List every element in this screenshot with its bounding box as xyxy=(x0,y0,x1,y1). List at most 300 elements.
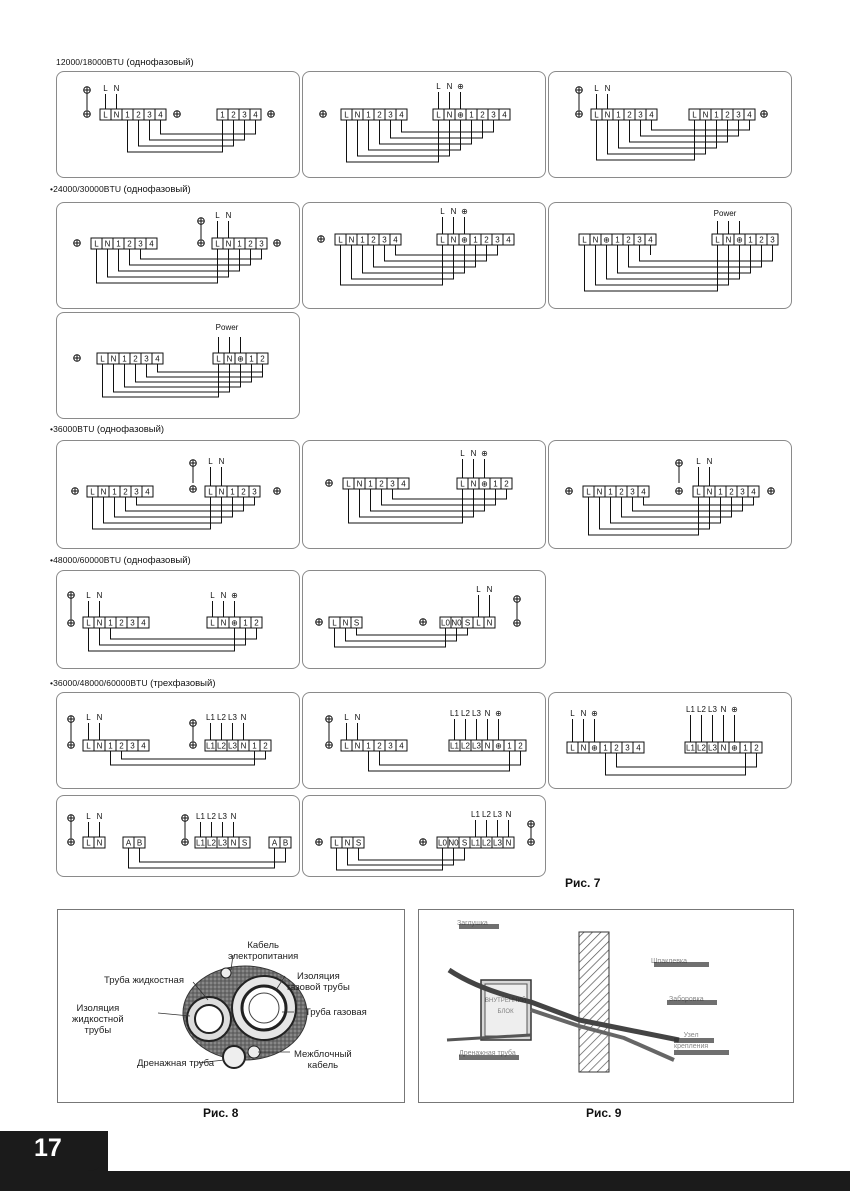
terminal-label: N xyxy=(470,479,477,489)
wiring-diagram xyxy=(57,693,299,788)
wiring-diagram xyxy=(549,441,791,548)
terminal-label: 3 xyxy=(388,110,393,120)
wire-label: L xyxy=(344,713,349,722)
wire-label: N xyxy=(225,211,232,220)
wire-label: L xyxy=(440,207,445,216)
wire-label: Power xyxy=(215,323,239,332)
wire-label: L1 xyxy=(471,810,480,819)
terminal-label: N xyxy=(486,618,493,628)
terminal-label: L2 xyxy=(217,741,226,751)
terminal-label: L xyxy=(86,838,91,848)
terminal-label: S xyxy=(241,838,248,848)
terminal-label: S xyxy=(464,618,471,628)
terminal-label: L xyxy=(210,618,215,628)
panel-6-3 xyxy=(548,692,792,789)
wiring-diagram xyxy=(57,796,299,876)
wire-label: L xyxy=(215,211,220,220)
wire-label: L2 xyxy=(207,812,216,821)
terminal-label: L xyxy=(594,110,599,120)
terminal-label: 1 xyxy=(108,618,113,628)
terminal-label: N xyxy=(484,741,491,751)
wiring-diagram xyxy=(303,203,545,308)
terminal-label: 2 xyxy=(254,618,259,628)
terminal-label: L xyxy=(332,618,337,628)
terminal-label: N xyxy=(702,110,709,120)
terminal-label: N xyxy=(110,354,117,364)
wire-label: L3 xyxy=(708,705,717,714)
terminal-label: 4 xyxy=(158,110,163,120)
panel-2-3 xyxy=(548,202,792,309)
terminal-label: L2 xyxy=(461,741,470,751)
terminal-label: 4 xyxy=(141,741,146,751)
terminal-label: 2 xyxy=(377,741,382,751)
terminal-label: N xyxy=(592,235,599,245)
terminal-label: B xyxy=(136,838,143,848)
terminal-label: N xyxy=(354,741,361,751)
panel-1-1 xyxy=(56,71,300,178)
terminal-label: 3 xyxy=(638,110,643,120)
terminal-label: 2 xyxy=(127,239,132,249)
terminal-label: L xyxy=(103,110,108,120)
wire-label: ⊕ xyxy=(481,449,488,458)
terminal-label: 1 xyxy=(616,110,621,120)
wire-label: N xyxy=(450,207,457,216)
terminal-label: L xyxy=(334,838,339,848)
terminal-label: 1 xyxy=(473,235,478,245)
terminal-label: ⊕ xyxy=(231,618,238,628)
terminal-label: L xyxy=(86,618,91,628)
wall-pass-through-illustration xyxy=(419,910,793,1102)
wire-label: N xyxy=(354,713,361,722)
terminal-label: 2 xyxy=(133,354,138,364)
terminal-label: 4 xyxy=(141,618,146,628)
terminal-label: N xyxy=(580,743,587,753)
terminal-label: 3 xyxy=(134,487,139,497)
terminal-label: 4 xyxy=(399,110,404,120)
terminal-label: 2 xyxy=(248,239,253,249)
terminal-label: L1 xyxy=(450,741,459,751)
terminal-label: L xyxy=(570,743,575,753)
wire-label: N xyxy=(113,84,120,93)
terminal-label: L xyxy=(460,479,465,489)
terminal-label: 3 xyxy=(144,354,149,364)
terminal-label: 1 xyxy=(366,741,371,751)
terminal-label: 4 xyxy=(506,235,511,245)
terminal-label: N xyxy=(344,838,351,848)
terminal-label: ⊕ xyxy=(603,235,610,245)
panel-5-2 xyxy=(302,570,546,669)
terminal-label: B xyxy=(282,838,289,848)
terminal-label: 3 xyxy=(740,487,745,497)
terminal-label: N xyxy=(354,110,361,120)
wiring-diagram xyxy=(549,693,791,788)
terminal-label: 3 xyxy=(252,487,257,497)
terminal-label: N xyxy=(720,743,727,753)
terminal-label: 1 xyxy=(507,741,512,751)
terminal-label: 4 xyxy=(636,743,641,753)
terminal-label: L0 xyxy=(438,838,447,848)
terminal-label: 2 xyxy=(377,110,382,120)
terminal-label: ⊕ xyxy=(481,479,488,489)
terminal-label: N xyxy=(342,618,349,628)
wire-label: L2 xyxy=(461,709,470,718)
wire-label: N xyxy=(706,457,713,466)
wire-label: ⊕ xyxy=(461,207,468,216)
wire-label: L xyxy=(594,84,599,93)
terminal-label: 2 xyxy=(119,741,124,751)
terminal-label: L2 xyxy=(697,743,706,753)
wiring-diagram xyxy=(303,72,545,177)
label-power-cable: Кабель электропитания xyxy=(228,940,299,962)
terminal-label: 2 xyxy=(725,110,730,120)
terminal-label: 2 xyxy=(627,110,632,120)
terminal-label: L xyxy=(346,479,351,489)
terminal-label: L3 xyxy=(218,838,227,848)
terminal-label: A xyxy=(125,838,132,848)
terminal-label: L xyxy=(215,239,220,249)
panel-5-1 xyxy=(56,570,300,669)
terminal-label: N xyxy=(96,838,103,848)
wire-label: N xyxy=(604,84,611,93)
terminal-label: 2 xyxy=(614,743,619,753)
terminal-label: L xyxy=(216,354,221,364)
terminal-label: 2 xyxy=(480,110,485,120)
terminal-label: 1 xyxy=(220,110,225,120)
footer-gap xyxy=(108,1131,850,1171)
terminal-label: L xyxy=(344,741,349,751)
terminal-label: 4 xyxy=(751,487,756,497)
wire-label: L xyxy=(103,84,108,93)
wiring-diagram xyxy=(57,571,299,668)
terminal-label: 3 xyxy=(138,239,143,249)
terminal-label: L xyxy=(100,354,105,364)
terminal-label: L xyxy=(86,741,91,751)
terminal-label: 2 xyxy=(759,235,764,245)
terminal-label: 4 xyxy=(641,487,646,497)
wiring-diagram xyxy=(57,72,299,177)
terminal-label: 4 xyxy=(155,354,160,364)
terminal-label: 4 xyxy=(145,487,150,497)
terminal-label: N xyxy=(446,110,453,120)
terminal-label: 2 xyxy=(379,479,384,489)
terminal-label: S xyxy=(461,838,468,848)
wire-label: L3 xyxy=(493,810,502,819)
terminal-label: 4 xyxy=(149,239,154,249)
wire-label: N xyxy=(96,591,103,600)
wire-label: L xyxy=(208,457,213,466)
terminal-label: 3 xyxy=(495,235,500,245)
terminal-label: L xyxy=(696,487,701,497)
terminal-label: 2 xyxy=(119,618,124,628)
terminal-label: N xyxy=(218,487,225,497)
label-gas-pipe: Труба газовая xyxy=(305,1007,367,1018)
terminal-label: N xyxy=(348,235,355,245)
wire-label: L xyxy=(210,591,215,600)
terminal-label: 1 xyxy=(360,235,365,245)
wire-label: L xyxy=(86,591,91,600)
terminal-label: 4 xyxy=(253,110,258,120)
terminal-label: 1 xyxy=(366,110,371,120)
label-plug: Заглушка xyxy=(457,920,488,927)
terminal-label: 3 xyxy=(630,487,635,497)
terminal-label: L1 xyxy=(471,838,480,848)
section-title-12000-18000: 12000/18000BTU (однофазовый) xyxy=(56,57,194,68)
terminal-label: 3 xyxy=(242,110,247,120)
wiring-diagram xyxy=(549,72,791,177)
panel-4-3 xyxy=(548,440,792,549)
wire-label: ⊕ xyxy=(591,709,598,718)
wire-label: L xyxy=(86,713,91,722)
terminal-label: 2 xyxy=(729,487,734,497)
terminal-label: N xyxy=(604,110,611,120)
label-liquid-pipe: Труба жидкостная xyxy=(104,975,184,986)
label-drain: Дренажная труба xyxy=(459,1050,516,1057)
terminal-label: S xyxy=(355,838,362,848)
terminal-label: 2 xyxy=(504,479,509,489)
wire-label: N xyxy=(580,709,587,718)
panel-2-2 xyxy=(302,202,546,309)
terminal-label: N xyxy=(225,239,232,249)
terminal-label: 4 xyxy=(399,741,404,751)
wire-label: L xyxy=(86,812,91,821)
terminal-label: 1 xyxy=(116,239,121,249)
terminal-label: 1 xyxy=(608,487,613,497)
terminal-label: N xyxy=(230,838,237,848)
terminal-label: 3 xyxy=(390,479,395,489)
wire-label: N xyxy=(505,810,512,819)
terminal-label: ⊕ xyxy=(457,110,464,120)
terminal-label: L xyxy=(692,110,697,120)
terminal-label: 1 xyxy=(718,487,723,497)
wire-label: L xyxy=(436,82,441,91)
terminal-label: L xyxy=(582,235,587,245)
terminal-label: 1 xyxy=(603,743,608,753)
terminal-label: 1 xyxy=(493,479,498,489)
panel-3-1 xyxy=(56,312,300,419)
terminal-label: 3 xyxy=(259,239,264,249)
wire-label: N xyxy=(484,709,491,718)
terminal-label: L xyxy=(715,235,720,245)
label-interunit-cable: Межблочный кабель xyxy=(294,1049,352,1071)
terminal-label: A xyxy=(271,838,278,848)
terminal-label: 4 xyxy=(502,110,507,120)
terminal-label: 2 xyxy=(484,235,489,245)
figure-8-caption: Рис. 8 xyxy=(203,1106,239,1120)
terminal-label: L xyxy=(344,110,349,120)
wire-label: N xyxy=(220,591,227,600)
terminal-label: 1 xyxy=(714,110,719,120)
wire-label: N xyxy=(96,713,103,722)
terminal-label: N xyxy=(220,618,227,628)
wire-label: N xyxy=(230,812,237,821)
wire-label: N xyxy=(486,585,493,594)
terminal-label: 3 xyxy=(388,741,393,751)
terminal-label: L3 xyxy=(493,838,502,848)
wire-label: L3 xyxy=(472,709,481,718)
label-indoor-unit: ВНУТРЕННИЙ БЛОК xyxy=(485,998,527,1015)
wire-label: ⊕ xyxy=(495,709,502,718)
wiring-diagram xyxy=(303,571,545,668)
terminal-label: ⊕ xyxy=(731,743,738,753)
terminal-label: 1 xyxy=(112,487,117,497)
terminal-label: N xyxy=(96,618,103,628)
terminal-label: L1 xyxy=(196,838,205,848)
section-title-24000-30000: •24000/30000BTU (однофазовый) xyxy=(50,184,191,195)
section-title-48000-60000: •48000/60000BTU (однофазовый) xyxy=(50,555,191,566)
terminal-label: L3 xyxy=(708,743,717,753)
figure-7-caption: Рис. 7 xyxy=(565,876,601,890)
wire-label: L1 xyxy=(450,709,459,718)
wire-label: L xyxy=(570,709,575,718)
terminal-label: 1 xyxy=(743,743,748,753)
terminal-label: N xyxy=(505,838,512,848)
terminal-label: N xyxy=(725,235,732,245)
terminal-label: ⊕ xyxy=(495,741,502,751)
wiring-diagram xyxy=(303,693,545,788)
wire-label: ⊕ xyxy=(231,591,238,600)
wire-label: N xyxy=(446,82,453,91)
figure-9-box xyxy=(418,909,794,1103)
panel-1-3 xyxy=(548,71,792,178)
wire-label: L3 xyxy=(218,812,227,821)
terminal-label: 1 xyxy=(368,479,373,489)
terminal-label: 1 xyxy=(230,487,235,497)
terminal-label: N xyxy=(104,239,111,249)
label-gas-insulation: Изоляция газовой трубы xyxy=(287,971,350,993)
label-drain-pipe: Дренажная труба xyxy=(137,1058,215,1069)
terminal-label: L0 xyxy=(441,618,450,628)
terminal-label: N xyxy=(450,235,457,245)
terminal-label: 3 xyxy=(637,235,642,245)
label-putty: Шпаклевка xyxy=(651,958,688,965)
panel-7-1 xyxy=(56,795,300,877)
panel-1-2 xyxy=(302,71,546,178)
wire-label: N xyxy=(96,812,103,821)
wire-label: L2 xyxy=(482,810,491,819)
terminal-label: L2 xyxy=(207,838,216,848)
wire-label: L1 xyxy=(686,705,695,714)
panel-4-1 xyxy=(56,440,300,549)
terminal-label: L xyxy=(586,487,591,497)
terminal-label: L1 xyxy=(206,741,215,751)
terminal-label: 1 xyxy=(249,354,254,364)
terminal-label: 2 xyxy=(754,743,759,753)
terminal-label: 3 xyxy=(625,743,630,753)
terminal-label: N xyxy=(596,487,603,497)
terminal-label: L xyxy=(338,235,343,245)
terminal-label: 1 xyxy=(237,239,242,249)
terminal-label: 2 xyxy=(371,235,376,245)
terminal-label: N xyxy=(356,479,363,489)
wire-label: ⊕ xyxy=(457,82,464,91)
terminal-label: 3 xyxy=(130,618,135,628)
terminal-label: 2 xyxy=(136,110,141,120)
wire-label: L1 xyxy=(196,812,205,821)
terminal-label: 3 xyxy=(491,110,496,120)
terminal-label: 4 xyxy=(747,110,752,120)
terminal-label: 2 xyxy=(626,235,631,245)
terminal-label: ⊕ xyxy=(461,235,468,245)
terminal-label: L xyxy=(94,239,99,249)
figure-8-box xyxy=(57,909,405,1103)
terminal-label: 3 xyxy=(147,110,152,120)
terminal-label: 3 xyxy=(770,235,775,245)
terminal-label: 1 xyxy=(252,741,257,751)
terminal-label: ⊕ xyxy=(237,354,244,364)
terminal-label: L xyxy=(440,235,445,245)
terminal-label: 3 xyxy=(736,110,741,120)
terminal-label: 2 xyxy=(260,354,265,364)
terminal-label: 4 xyxy=(401,479,406,489)
panel-6-1 xyxy=(56,692,300,789)
terminal-label: L xyxy=(208,487,213,497)
terminal-label: L xyxy=(90,487,95,497)
terminal-label: N xyxy=(96,741,103,751)
wire-label: L1 xyxy=(206,713,215,722)
terminal-label: 1 xyxy=(615,235,620,245)
terminal-label: N0 xyxy=(448,838,459,848)
wiring-diagram xyxy=(57,441,299,548)
terminal-label: N0 xyxy=(451,618,462,628)
panel-6-2 xyxy=(302,692,546,789)
wire-label: L xyxy=(696,457,701,466)
terminal-label: 3 xyxy=(382,235,387,245)
wiring-diagram xyxy=(303,441,545,548)
terminal-label: L xyxy=(436,110,441,120)
terminal-label: 1 xyxy=(748,235,753,245)
section-title-36000: •36000BTU (однофазовый) xyxy=(50,424,165,435)
wire-label: L2 xyxy=(697,705,706,714)
wire-label: N xyxy=(720,705,727,714)
terminal-label: 2 xyxy=(241,487,246,497)
wire-label: L2 xyxy=(217,713,226,722)
label-liquid-insulation: Изоляция жидкостной трубы xyxy=(72,1003,124,1036)
terminal-label: N xyxy=(240,741,247,751)
label-holder: Узел крепления xyxy=(674,1032,709,1050)
terminal-label: 2 xyxy=(619,487,624,497)
wire-label: L xyxy=(476,585,481,594)
terminal-label: 3 xyxy=(130,741,135,751)
terminal-label: 1 xyxy=(469,110,474,120)
terminal-label: L1 xyxy=(686,743,695,753)
terminal-label: ⊕ xyxy=(736,235,743,245)
terminal-label: 2 xyxy=(123,487,128,497)
terminal-label: 1 xyxy=(243,618,248,628)
terminal-label: 1 xyxy=(122,354,127,364)
terminal-label: 4 xyxy=(648,235,653,245)
terminal-label: N xyxy=(113,110,120,120)
terminal-label: N xyxy=(226,354,233,364)
wiring-diagram xyxy=(57,313,299,418)
wire-label: N xyxy=(218,457,225,466)
wire-label: L3 xyxy=(228,713,237,722)
terminal-label: L3 xyxy=(228,741,237,751)
terminal-label: 1 xyxy=(108,741,113,751)
page-number: 17 xyxy=(34,1134,62,1162)
wiring-diagram xyxy=(303,796,545,876)
terminal-label: N xyxy=(706,487,713,497)
figure-9-caption: Рис. 9 xyxy=(586,1106,622,1120)
terminal-label: 1 xyxy=(125,110,130,120)
terminal-label: S xyxy=(353,618,360,628)
terminal-label: 4 xyxy=(393,235,398,245)
wiring-diagram xyxy=(549,203,791,308)
terminal-label: N xyxy=(100,487,107,497)
terminal-label: 2 xyxy=(231,110,236,120)
wire-label: N xyxy=(240,713,247,722)
label-wrap: Заборовка xyxy=(669,996,704,1003)
wire-label: Power xyxy=(713,209,737,218)
